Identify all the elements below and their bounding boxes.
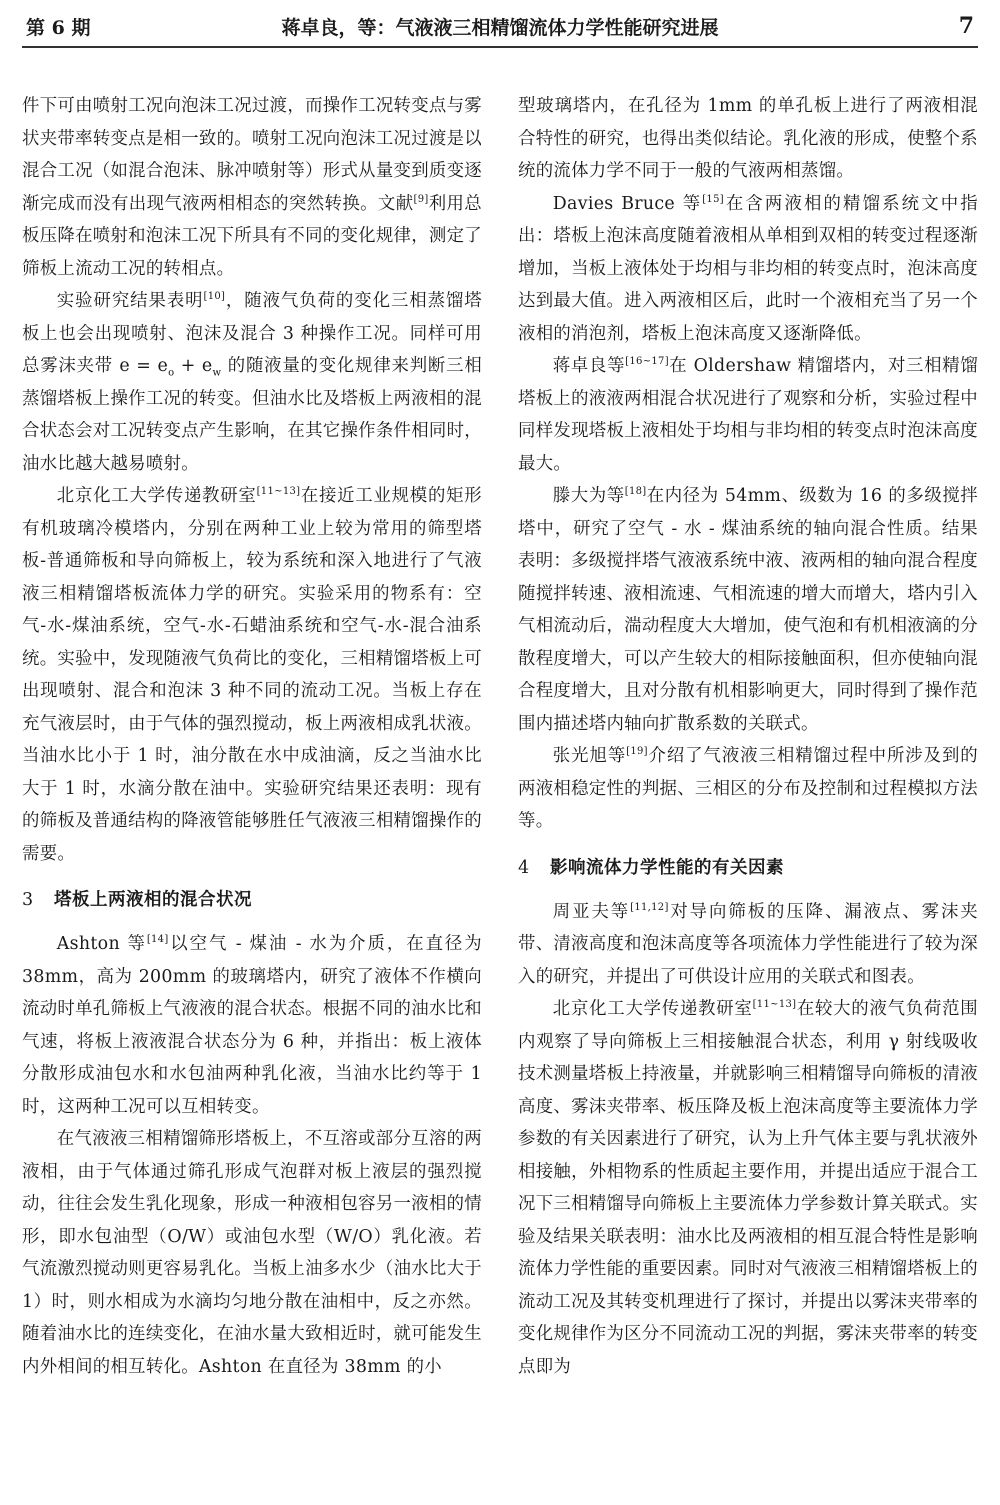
citation: [16~17] — [625, 356, 669, 368]
paragraph: 件下可由喷射工况向泡沫工况过渡，而操作工况转变点与雾状夹带率转变点是相一致的。喷射工况向泡沫工况过渡是以混合工况（如混合泡沫、脉冲喷射等）形式从量变到质变逐渐完成而没有出现气液两相相态的突然转换。文献[9]利用总板压降在喷射和泡沫工况下所具有不同的变化规律，测定了筛板上流动工况的转相点。 — [22, 96, 482, 279]
section-title: 影响流体力学性能的有关因素 — [550, 857, 784, 878]
paragraph: 在气液液三相精馏筛形塔板上，不互溶或部分互溶的两液相，由于气体通过筛孔形成气泡群对板上液层的强烈搅动，往往会发生乳化现象，形成一种液相包容另一液相的情形，即水包油型（O/W）或油包水型（W/O）乳化液。若气流激烈搅动则更容易乳化。当板上油多水少（油水比大于 1）时，则水相成为水滴均匀地分散在油相中，反之亦然。随着油水比的连续变化，在油水量大致相近时，就可能发生内外相间的相互转化。Ashton 在直径为 38mm 的小 — [22, 1129, 482, 1377]
paragraph: 实验研究结果表明[10]，随液气负荷的变化三相蒸馏塔板上也会出现喷射、泡沫及混合 3 种操作工况。同样可用总雾沫夹带 $e = e_o + e_w$ 的随液量的变化规律来判断三相蒸馏塔板上操作工况的转变。但油水比及塔板上两液相的混合状态会对工况转变点产生影响，在其它操作条件相同时，油水比越大越易喷射。 — [22, 291, 483, 474]
citation: [14] — [146, 934, 169, 946]
paragraph: 型玻璃塔内，在孔径为 1mm 的单孔板上进行了两液相混合特性的研究，也得出类似结论。乳化液的形成，使整个系统的流体力学不同于一般的气液两相蒸馏。 — [518, 96, 978, 181]
citation: [19] — [626, 746, 648, 758]
section-title: 塔板上两液相的混合状况 — [54, 890, 252, 910]
left-column — [22, 90, 482, 1383]
paragraph: 张光旭等[19]介绍了气液液三相精馏过程中所涉及到的两液相稳定性的判据、三相区的分布及控制和过程模拟方法等。 — [518, 746, 978, 831]
citation: [11~13] — [256, 486, 301, 498]
paragraph: Ashton 等[14]以空气 - 煤油 - 水为介质，在直径为 38mm，高为 200mm 的玻璃塔内，研究了液体不作横向流动时单孔筛板上气液液的混合状态。根据不同的油水比和气速，将板上液液混合状态分为 6 种，并指出：板上液体分散形成油包水和水包油两种乳化液，当油水比约等于 1 时，这两种工况可以互相转变。 — [22, 934, 482, 1117]
citation: [18] — [624, 486, 647, 498]
citation: [11,12] — [630, 901, 669, 913]
paragraph: 北京化工大学传递教研室[11~13]在较大的液气负荷范围内观察了导向筛板上三相接触混合状态，利用 γ 射线吸收技术测量塔板上持液量，并就影响三相精馏导向筛板的清液高度、雾沫夹带率、板压降及板上泡沫高度等主要流体力学参数的有关因素进行了研究，认为上升气体主要与乳状液外相接触，外相物系的性质起主要作用，并提出适应于混合工况下三相精馏导向筛板上主要流体力学参数计算关联式。实验及结果关联表明：油水比及两液相的相互混合特性是影响流体力学性能的重要因素。同时对气液液三相精馏塔板上的流动工况及其转变机理进行了探讨，并提出以雾沫夹带率的变化规律作为区分不同流动工况的判据，雾沫夹带率的转变点即为 — [518, 999, 978, 1377]
paragraph: 蒋卓良等[16~17]在 Oldershaw 精馏塔内，对三相精馏塔板上的液液两相混合状况进行了观察和分析，实验过程中同样发现塔板上液相处于均相与非均相的转变点时泡沫高度最大。 — [518, 356, 979, 474]
section-number: 3 — [22, 890, 34, 910]
paragraph: 周亚夫等[11,12]对导向筛板的压降、漏液点、雾沫夹带、清液高度和泡沫高度等各项流体力学性能进行了较为深入的研究，并提出了可供设计应用的关联式和图表。 — [518, 901, 978, 987]
section-heading — [22, 884, 482, 916]
page-number: 7 — [958, 13, 974, 39]
paragraph: 滕大为等[18]在内径为 54mm、级数为 16 的多级搅拌塔中，研究了空气 - 水 - 煤油系统的轴向混合性质。结果表明：多级搅拌塔气液液系统中液、液两相的轴向混合程度随搅拌转速、液相流速、气相流速的增大而增大，塔内引入气相流动后，湍动程度大大增加，使气泡和有机相液滴的分散程度增大，可以产生较大的相际接触面积，但亦使轴向混合程度增大，且对分散有机相影响更大，同时得到了操作范围内描述塔内轴向扩散系数的关联式。 — [518, 486, 978, 734]
section-number: 4 — [518, 857, 530, 878]
citation: [15] — [702, 193, 724, 205]
section-heading — [518, 852, 978, 884]
citation: [11~13] — [752, 999, 797, 1011]
running-header — [22, 6, 978, 48]
right-column — [518, 90, 978, 1383]
issue-label: 第 6 期 — [26, 16, 91, 39]
running-title: 蒋卓良，等：气液液三相精馏流体力学性能研究进展 — [281, 16, 719, 39]
paragraph: Davies Bruce 等[15]在含两液相的精馏系统文中指出：塔板上泡沫高度随着液相从单相到双相的转变过程逐渐增加，当板上液体处于均相与非均相的转变点时，泡沫高度达到最大值。进入两液相区后，此时一个液相充当了另一个液相的消泡剂，塔板上泡沫高度又逐渐降低。 — [518, 193, 978, 344]
paragraph: 北京化工大学传递教研室[11~13]在接近工业规模的矩形有机玻璃冷模塔内，分别在两种工业上较为常用的筛型塔板-普通筛板和导向筛板上，较为系统和深入地进行了气液液三相精馏塔板流体力学的研究。实验采用的物系有：空气-水-煤油系统，空气-水-石蜡油系统和空气-水-混合油系统。实验中，发现随液气负荷比的变化，三相精馏塔板上可出现喷射、混合和泡沫 3 种不同的流动工况。当板上存在充气液层时，由于气体的强烈搅动，板上两液相成乳状液。当油水比小于 1 时，油分散在水中成油滴，反之当油水比大于 1 时，水滴分散在油中。实验研究结果还表明：现有的筛板及普通结构的降液管能够胜任气液液三相精馏操作的需要。 — [22, 486, 482, 864]
citation: [9] — [413, 193, 429, 205]
citation: [10] — [203, 291, 226, 303]
